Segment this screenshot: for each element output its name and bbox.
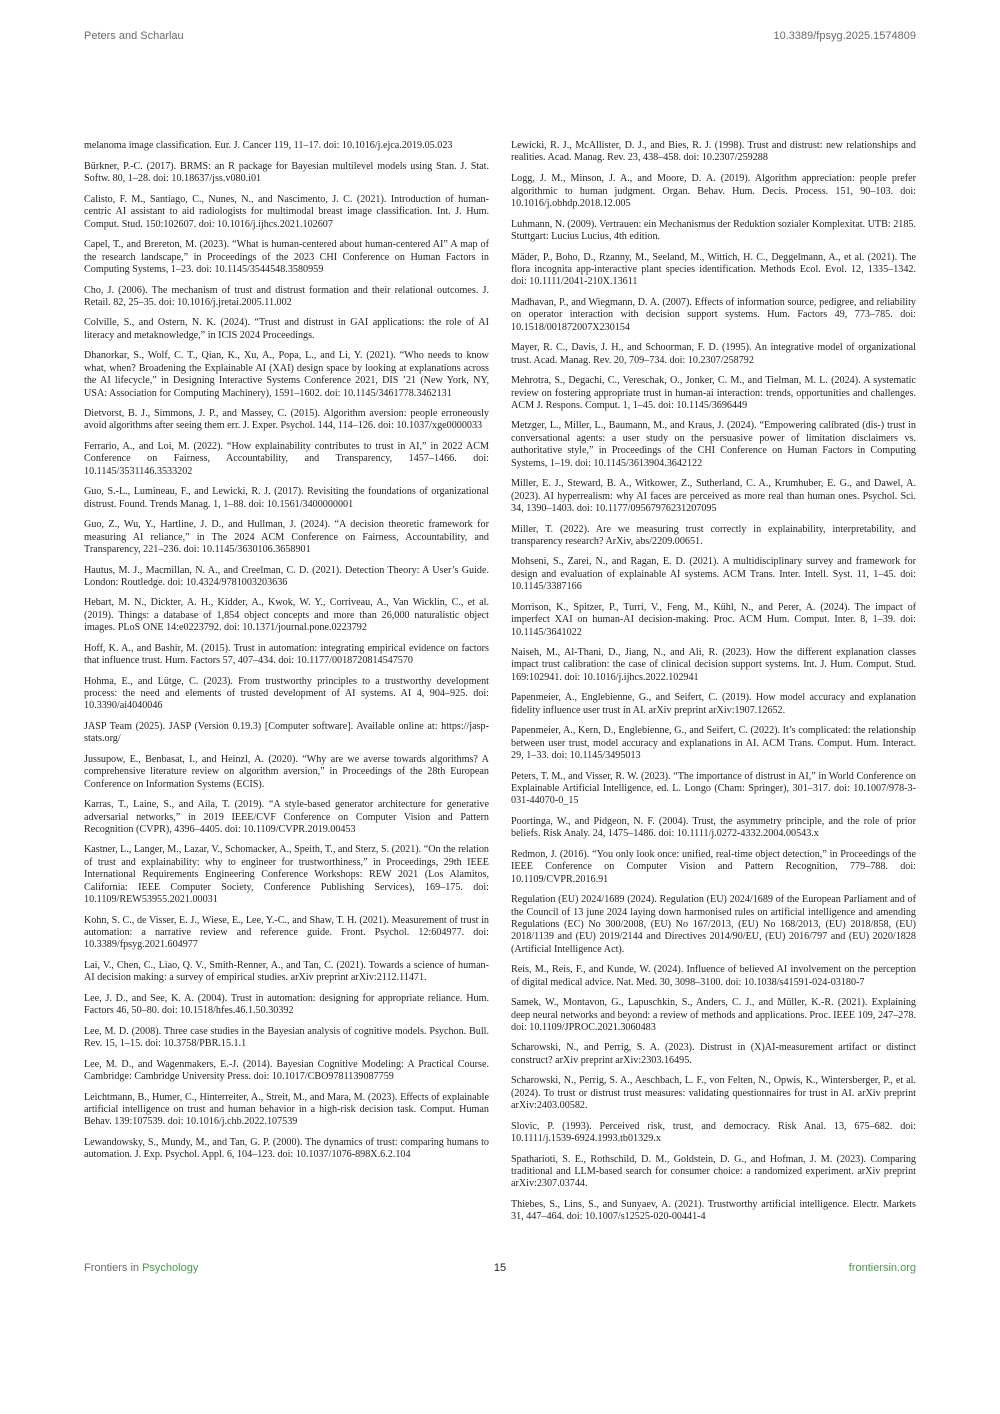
reference-entry: Lee, M. D., and Wagenmakers, E.-J. (2014). Bayesian Cognitive Modeling: A Practical Course. Cambridge: Cambridge University Press. doi: 10.1017/CBO9781139087759 (84, 1058, 489, 1083)
reference-entry: Dietvorst, B. J., Simmons, J. P., and Massey, C. (2015). Algorithm aversion: people erroneously avoid algorithms after seeing them err. J. Exper. Psychol. 144, 114–126. doi: 10.1037/xge0000033 (84, 408, 489, 432)
reference-entry: Leichtmann, B., Humer, C., Hinterreiter, A., Streit, M., and Mara, M. (2023). Effects of explainable artificial intelligence on trust and human behavior in a high-risk decision task. Comput. Human Behav. 139:107539. doi: 10.1016/j.chb.2022.107539 (84, 1091, 489, 1128)
reference-entry: Morrison, K., Spitzer, P., Turri, V., Feng, M., Kühl, N., and Perer, A. (2024). The impact of imperfect XAI on human-AI decision-making. Proc. ACM Hum. Comput. Inter. 8, 1–39. doi: 10.1145/3641022 (511, 601, 916, 638)
reference-entry: Reis, M., Reis, F., and Kunde, W. (2024). Influence of believed AI involvement on the perception of digital medical advice. Nat. Med. 30, 3098–3100. doi: 10.1038/s41591-024-03180-7 (511, 964, 916, 988)
reference-entry: Kohn, S. C., de Visser, E. J., Wiese, E., Lee, Y.-C., and Shaw, T. H. (2021). Measurement of trust in automation: a narrative review and reference guide. Front. Psychol. 12:604977. doi: 10.3389/fpsyg.2021.604977 (84, 914, 489, 951)
reference-entry: Samek, W., Montavon, G., Lapuschkin, S., Anders, C. J., and Müller, K.-R. (2021). Explaining deep neural networks and beyond: a review of methods and applications. Proc. IEEE 109, 247–278. doi: 10.1109/JPROC.2021.3060483 (511, 997, 916, 1033)
reference-entry: JASP Team (2025). JASP (Version 0.19.3) [Computer software]. Available online at: https://jasp-stats.org/ (84, 720, 489, 745)
page-header (84, 30, 916, 46)
reference-entry: Dhanorkar, S., Wolf, C. T., Qian, K., Xu, A., Popa, L., and Li, Y. (2021). “Who needs to know what, when? Broadening the Explainable AI (XAI) design space by looking at explanations across the AI lifecycle,” in Designing Interactive Systems Conference 2021, DIS ’21 (New York, NY, USA: Association for Computing Machinery), 1591–1602. doi: 10.1145/3461778.3462131 (84, 350, 489, 399)
reference-entry: Miller, E. J., Steward, B. A., Witkower, Z., Sutherland, C. A., Krumhuber, E. G., and Dawel, A. (2023). AI hyperrealism: why AI faces are perceived as more real than human ones. Psychol. Sci. 34, 1390–1403. doi: 10.1177/09567976231207095 (511, 478, 916, 514)
running-authors: Peters and Scharlau (84, 30, 184, 42)
reference-entry: Mohseni, S., Zarei, N., and Ragan, E. D. (2021). A multidisciplinary survey and framework for design and evaluation of explainable AI systems. ACM Trans. Inter. Intell. Syst. 11, 1–45. doi: 10.1145/3387166 (511, 556, 916, 593)
reference-entry: Miller, T. (2022). Are we measuring trust correctly in explainability, interpretability, and transparency research? ArXiv, abs/2209.00651. (511, 523, 916, 547)
reference-entry: Metzger, L., Miller, L., Baumann, M., and Kraus, J. (2024). “Empowering calibrated (dis-) trust in conversational agents: a user study on the persuasive power of limitation disclaimers vs. authoritative style,” in Proceedings of the CHI Conference on Human Factors in Computing Systems, 1–19. doi: 10.1145/3613904.3642122 (511, 420, 916, 469)
reference-entry: Luhmann, N. (2009). Vertrauen: ein Mechanismus der Reduktion sozialer Komplexitat. UTB: 2185. Stuttgart: Lucius Lucius, 4th edition. (511, 218, 916, 243)
reference-entry: Slovic, P. (1993). Perceived risk, trust, and democracy. Risk Anal. 13, 675–682. doi: 10.1111/j.1539-6924.1993.tb01329.x (511, 1120, 916, 1145)
reference-entry: Mehrotra, S., Degachi, C., Vereschak, O., Jonker, C. M., and Tielman, M. L. (2024). A systematic review on fostering appropriate trust in human-ai interaction: trends, opportunities and challenges. ACM J. Respons. Comput. 1, 1–45. doi: 10.1145/3696449 (511, 375, 916, 411)
reference-entry: Jussupow, E., Benbasat, I., and Heinzl, A. (2020). “Why are we averse towards algorithms? A comprehensive literature review on algorithm aversion,” in Proceedings of the 28th European Conference on Information Systems (ECIS). (84, 753, 489, 790)
reference-entry: Lai, V., Chen, C., Liao, Q. V., Smith-Renner, A., and Tan, C. (2021). Towards a science of human-AI decision making: a survey of empirical studies. arXiv preprint arXiv:2112.11471. (84, 959, 489, 984)
reference-entry: Kastner, L., Langer, M., Lazar, V., Schomacker, A., Speith, T., and Sterz, S. (2021). “On the relation of trust and explainability: why to engineer for trustworthiness,” in Proceedings, 29th IEEE International Requirements Engineering Conference Workshops: REW 2021 (Los Alamitos, California: IEEE Computer Society, Conference Publishing Services), 169–175. doi: 10.1109/REW53955.2021.00031 (84, 844, 489, 906)
reference-entry: Calisto, F. M., Santiago, C., Nunes, N., and Nascimento, J. C. (2021). Introduction of human-centric AI assistant to aid radiologists for multimodal breast image classification. Int. J. Hum. Comput. Stud. 150:102607. doi: 10.1016/j.ijhcs.2021.102607 (84, 193, 489, 230)
reference-entry: Papenmeier, A., Englebienne, G., and Seifert, C. (2019). How model accuracy and explanation fidelity influence user trust in AI. arXiv preprint arXiv:1907.12652. (511, 692, 916, 716)
reference-entry: Poortinga, W., and Pidgeon, N. F. (2004). Trust, the asymmetry principle, and the role of prior beliefs. Risk Analy. 24, 1475–1486. doi: 10.1111/j.0272-4332.2004.00543.x (511, 815, 916, 840)
reference-entry: Scharowski, N., and Perrig, S. A. (2023). Distrust in (X)AI-measurement artifact or distinct construct? arXiv preprint arXiv:2303.16495. (511, 1042, 916, 1066)
reference-entry: Bürkner, P.-C. (2017). BRMS: an R package for Bayesian multilevel models using Stan. J. Stat. Softw. 80, 1–28. doi: 10.18637/jss.v080.i01 (84, 161, 489, 185)
reference-entry: Peters, T. M., and Visser, R. W. (2023). “The importance of distrust in AI,” in World Conference on Explainable Artificial Intelligence, ed. L. Longo (Cham: Springer), 301–317. doi: 10.1007/978-3-031-44070-0_15 (511, 770, 916, 807)
reference-entry: Logg, J. M., Minson, J. A., and Moore, D. A. (2019). Algorithm appreciation: people prefer algorithmic to human judgment. Organ. Behav. Hum. Decis. Process. 151, 90–103. doi: 10.1016/j.obhdp.2018.12.005 (511, 173, 916, 210)
reference-entry: Lewicki, R. J., McAllister, D. J., and Bies, R. J. (1998). Trust and distrust: new relationships and realities. Acad. Manag. Rev. 23, 438–458. doi: 10.2307/259288 (511, 140, 916, 164)
reference-entry: Capel, T., and Brereton, M. (2023). “What is human-centered about human-centered AI” A map of the research landscape,” in Proceedings of the 2023 CHI Conference on Human Factors in Computing Systems, 1–23. doi: 10.1145/3544548.3580959 (84, 239, 489, 276)
reference-entry: Madhavan, P., and Wiegmann, D. A. (2007). Effects of information source, pedigree, and reliability on operator interaction with decision support systems. Hum. Factors 49, 773–785. doi: 10.1518/001872007X230154 (511, 296, 916, 333)
reference-entry: Colville, S., and Ostern, N. K. (2024). “Trust and distrust in GAI applications: the role of AI literacy and metaknowledge,” in ICIS 2024 Proceedings. (84, 317, 489, 341)
article-doi: 10.3389/fpsyg.2025.1574809 (773, 30, 916, 42)
reference-entry: Lewandowsky, S., Mundy, M., and Tan, G. P. (2000). The dynamics of trust: comparing humans to automation. J. Exp. Psychol. Appl. 6, 104–123. doi: 10.1037/1076-898X.6.2.104 (84, 1136, 489, 1161)
reference-entry: Guo, S.-L., Lumineau, F., and Lewicki, R. J. (2017). Revisiting the foundations of organizational distrust. Found. Trends Manag. 1, 1–88. doi: 10.1561/3400000001 (84, 486, 489, 510)
reference-entry: Redmon, J. (2016). “You only look once: unified, real-time object detection,” in Proceedings of the IEEE Conference on Computer Vision and Pattern Recognition, 779–788. doi: 10.1109/CVPR.2016.91 (511, 848, 916, 885)
reference-entry: Papenmeier, A., Kern, D., Englebienne, G., and Seifert, C. (2022). It’s complicated: the relationship between user trust, model accuracy and explanations in AI. ACM Trans. Comput. Hum. Interact. 29, 1–33. doi: 10.1145/3495013 (511, 725, 916, 762)
reference-entry: Hebart, M. N., Dickter, A. H., Kidder, A., Kwok, W. Y., Corriveau, A., Van Wicklin, C., et al. (2019). Things: a database of 1,854 object concepts and more than 26,000 naturalistic object images. PLoS ONE 14:e0223792. doi: 10.1371/journal.pone.0223792 (84, 597, 489, 634)
reference-entry: Hautus, M. J., Macmillan, N. A., and Creelman, C. D. (2021). Detection Theory: A User’s Guide. London: Routledge. doi: 10.4324/9781003203636 (84, 564, 489, 588)
reference-entry: Lee, M. D. (2008). Three case studies in the Bayesian analysis of cognitive models. Psychon. Bull. Rev. 15, 1–15. doi: 10.3758/PBR.15.1.1 (84, 1025, 489, 1050)
reference-entry: Mayer, R. C., Davis, J. H., and Schoorman, F. D. (1995). An integrative model of organizational trust. Acad. Manag. Rev. 20, 709–734. doi: 10.2307/258792 (511, 342, 916, 366)
reference-entry: Karras, T., Laine, S., and Aila, T. (2019). “A style-based generator architecture for generative adversarial networks,” in 2019 IEEE/CVF Conference on Computer Vision and Pattern Recognition (CVPR), 4396–4405. doi: 10.1109/CVPR.2019.00453 (84, 799, 489, 835)
reference-entry: Ferrario, A., and Loi, M. (2022). “How explainability contributes to trust in AI,” in 2022 ACM Conference on Fairness, Accountability, and Transparency, 1457–1466. doi: 10.1145/3531146.3533202 (84, 440, 489, 477)
reference-entry: Mäder, P., Boho, D., Rzanny, M., Seeland, M., Wittich, H. C., Deggelmann, A., et al. (2021). The flora incognita app-interactive plant species identification. Methods Ecol. Evol. 12, 1335–1342. doi: 10.1111/2041-210X.13611 (511, 251, 916, 288)
journal-prefix: Frontiers in (84, 1262, 140, 1274)
reference-entry: Hoff, K. A., and Bashir, M. (2015). Trust in automation: integrating empirical evidence on factors that influence trust. Hum. Factors 57, 407–434. doi: 10.1177/0018720814547570 (84, 642, 489, 667)
reference-entry: Thiebes, S., Lins, S., and Sunyaev, A. (2021). Trustworthy artificial intelligence. Electr. Markets 31, 447–464. doi: 10.1007/s12525-020-00441-4 (511, 1198, 916, 1223)
reference-entry: Regulation (EU) 2024/1689 (2024). Regulation (EU) 2024/1689 of the European Parliament and of the Council of 13 june 2024 laying down harmonised rules on artificial intelligence and amending Regulations (EC) No 300/2008, (EU) No 167/2013, (EU) No 168/2013, (EU) 2018/858, (EU) 2018/1139 and (EU) 2019/2144 and Directives 2014/90/EU, (EU) 2016/797 and (EU) 2020/1828 (Artificial Intelligence Act). (511, 894, 916, 955)
reference-entry: Guo, Z., Wu, Y., Hartline, J. D., and Hullman, J. (2024). “A decision theoretic framework for measuring AI reliance,” in The 2024 ACM Conference on Fairness, Accountability, and Transparency, 221–236. doi: 10.1145/3630106.3658901 (84, 519, 489, 555)
reference-entry: Naiseh, M., Al-Thani, D., Jiang, N., and Ali, R. (2023). How the different explanation classes impact trust calibration: the case of clinical decision support systems. Int. J. Hum. Comput. Stud. 169:102941. doi: 10.1016/j.ijhcs.2022.102941 (511, 647, 916, 683)
references-left-column (84, 140, 489, 1170)
reference-entry: Lee, J. D., and See, K. A. (2004). Trust in automation: designing for appropriate reliance. Hum. Factors 46, 50–80. doi: 10.1518/hfes.46.1.50.30392 (84, 992, 489, 1017)
site-link[interactable]: frontiersin.org (848, 1262, 916, 1274)
reference-entry: Scharowski, N., Perrig, S. A., Aeschbach, L. F., von Felten, N., Opwis, K., Wintersberger, P., et al. (2024). To trust or distrust trust measures: validating questionnaires for trust in AI. arXiv preprint arXiv:2403.00582. (511, 1075, 916, 1112)
reference-entry: melanoma image classification. Eur. J. Cancer 119, 11–17. doi: 10.1016/j.ejca.2019.05.023 (84, 140, 453, 151)
page-number: 15 (493, 1262, 507, 1274)
reference-entry: Spatharioti, S. E., Rothschild, D. M., Goldstein, D. G., and Hofman, J. M. (2023). Comparing traditional and LLM-based search for consumer choice: a randomized experiment. arXiv preprint arXiv:2307.03744. (511, 1153, 916, 1190)
reference-entry: Cho, J. (2006). The mechanism of trust and distrust formation and their relational outcomes. J. Retail. 82, 25–35. doi: 10.1016/j.jretai.2005.11.002 (84, 284, 489, 308)
references-right-column (511, 140, 916, 1232)
journal-title: Psychology (142, 1262, 199, 1274)
page-footer (84, 1262, 916, 1278)
reference-entry: Hohma, E., and Lütge, C. (2023). From trustworthy principles to a trustworthy development process: the need and elements of trusted development of AI systems. AI 4, 904–925. doi: 10.3390/ai4040046 (84, 675, 489, 712)
